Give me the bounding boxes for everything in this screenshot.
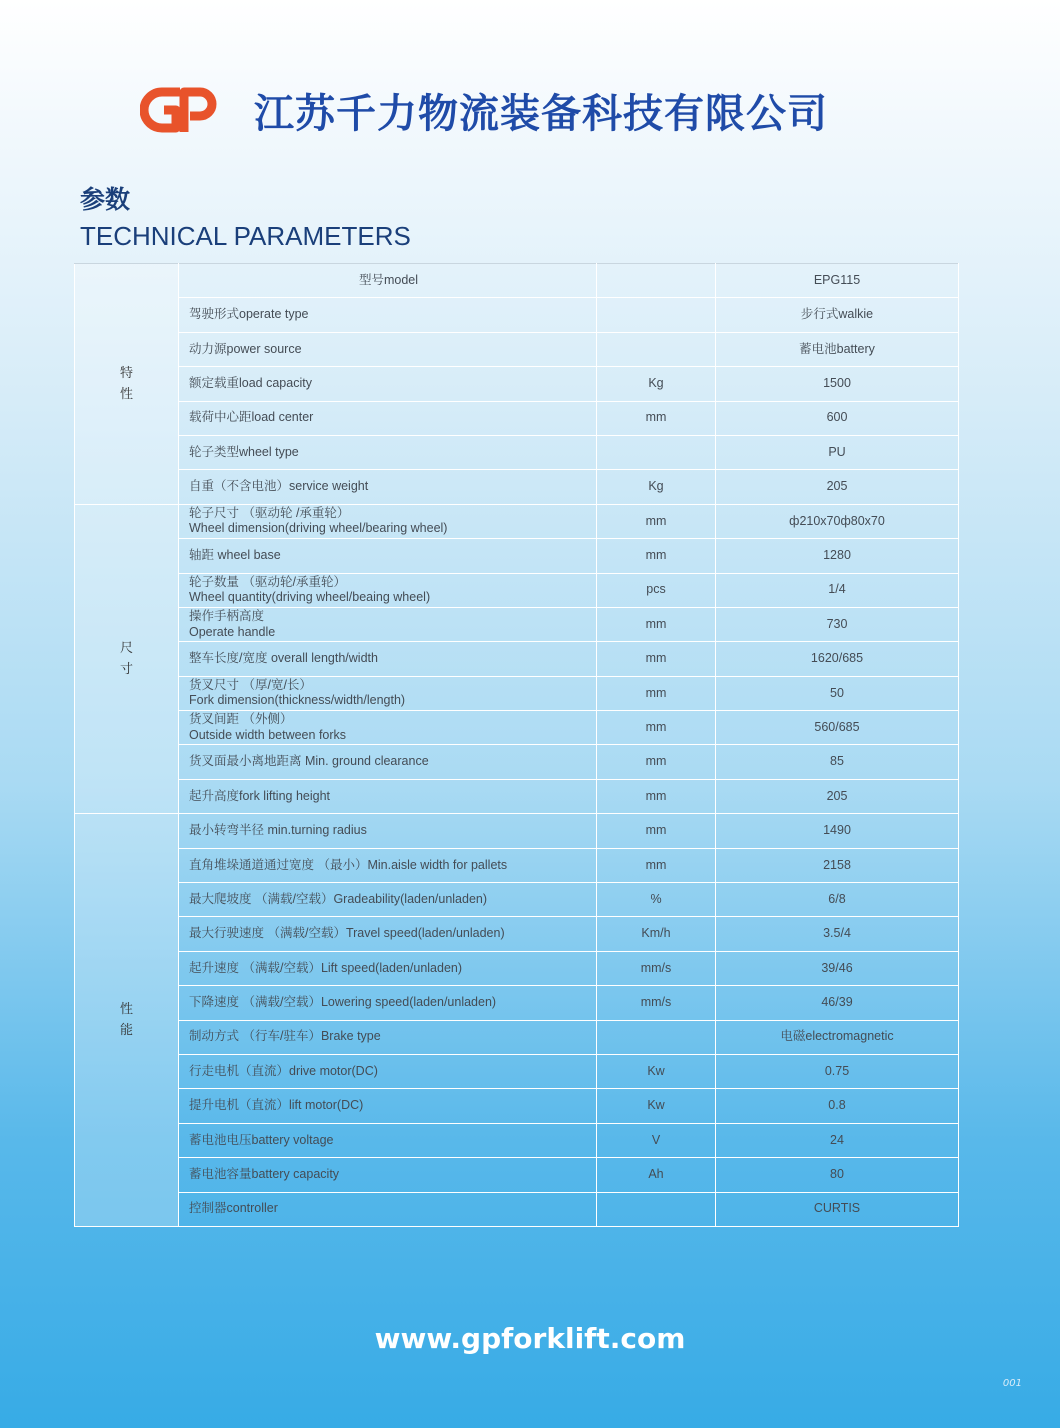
table-row xyxy=(75,883,959,917)
cell-value: 46/39 xyxy=(716,986,959,1020)
table-row xyxy=(75,539,959,573)
cell-unit: Kg xyxy=(597,470,716,504)
spec-table xyxy=(74,263,959,1227)
cell-value: 1500 xyxy=(716,367,959,401)
spec-table-body xyxy=(75,264,959,1227)
cell-value: 蓄电池battery xyxy=(716,332,959,366)
cell-unit: % xyxy=(597,883,716,917)
cell-value: 电磁electromagnetic xyxy=(716,1020,959,1054)
cell-unit: mm/s xyxy=(597,986,716,1020)
table-row xyxy=(75,1192,959,1226)
cell-value: 600 xyxy=(716,401,959,435)
cell-unit: V xyxy=(597,1123,716,1157)
cell-value: PU xyxy=(716,435,959,469)
section-title-en: TECHNICAL PARAMETERS xyxy=(80,221,411,251)
table-row xyxy=(75,1020,959,1054)
cell-unit: mm/s xyxy=(597,951,716,985)
cell-unit xyxy=(597,332,716,366)
cell-unit: mm xyxy=(597,504,716,538)
category-cell: 特 性 xyxy=(75,264,179,505)
cell-unit: mm xyxy=(597,539,716,573)
table-row xyxy=(75,1123,959,1157)
table-row xyxy=(75,367,959,401)
table-header-row xyxy=(75,264,959,298)
company-logo-icon xyxy=(140,84,222,136)
table-row xyxy=(75,814,959,848)
cell-unit: Kg xyxy=(597,367,716,401)
cell-name: 最小转弯半径 min.turning radius xyxy=(179,814,597,848)
cell-name: 自重（不含电池）service weight xyxy=(179,470,597,504)
header-unit xyxy=(597,264,716,298)
cell-unit: mm xyxy=(597,607,716,641)
cell-name: 驾驶形式operate type xyxy=(179,298,597,332)
cell-unit: Km/h xyxy=(597,917,716,951)
cell-unit: Ah xyxy=(597,1158,716,1192)
cell-unit: mm xyxy=(597,642,716,676)
cell-value: ф210x70ф80x70 xyxy=(716,504,959,538)
cell-unit: mm xyxy=(597,711,716,745)
cell-name: 直角堆垛通道通过宽度 （最小）Min.aisle width for pallets xyxy=(179,848,597,882)
cell-value: 85 xyxy=(716,745,959,779)
cell-value: 1/4 xyxy=(716,573,959,607)
cell-unit: mm xyxy=(597,401,716,435)
category-cell: 尺 寸 xyxy=(75,504,179,814)
cell-unit: Kw xyxy=(597,1054,716,1088)
cell-value: 560/685 xyxy=(716,711,959,745)
table-row xyxy=(75,711,959,745)
cell-value: 205 xyxy=(716,470,959,504)
cell-name: 蓄电池容量battery capacity xyxy=(179,1158,597,1192)
cell-name: 货叉面最小离地距离 Min. ground clearance xyxy=(179,745,597,779)
section-title-cn: 参数 xyxy=(80,185,131,214)
table-row xyxy=(75,1054,959,1088)
company-name: 江苏千力物流装备科技有限公司 xyxy=(254,90,828,137)
cell-name: 动力源power source xyxy=(179,332,597,366)
cell-name: 整车长度/宽度 overall length/width xyxy=(179,642,597,676)
cell-value: 50 xyxy=(716,676,959,710)
cell-name: 载荷中心距load center xyxy=(179,401,597,435)
cell-value: 205 xyxy=(716,779,959,813)
cell-name: 制动方式 （行车/驻车）Brake type xyxy=(179,1020,597,1054)
table-row xyxy=(75,1158,959,1192)
category-cell: 性 能 xyxy=(75,814,179,1227)
table-row xyxy=(75,676,959,710)
table-row xyxy=(75,573,959,607)
cell-name: 最大行驶速度 （满载/空载）Travel speed(laden/unladen) xyxy=(179,917,597,951)
cell-value: 6/8 xyxy=(716,883,959,917)
cell-value: 3.5/4 xyxy=(716,917,959,951)
cell-value: 0.75 xyxy=(716,1054,959,1088)
cell-name: 额定载重load capacity xyxy=(179,367,597,401)
cell-name: 操作手柄高度 Operate handle xyxy=(179,607,597,641)
cell-value: 1280 xyxy=(716,539,959,573)
cell-name: 轴距 wheel base xyxy=(179,539,597,573)
cell-name: 下降速度 （满载/空载）Lowering speed(laden/unladen) xyxy=(179,986,597,1020)
cell-name: 货叉尺寸 （厚/宽/长） Fork dimension(thickness/width/length) xyxy=(179,676,597,710)
cell-value: 24 xyxy=(716,1123,959,1157)
cell-unit: mm xyxy=(597,848,716,882)
header xyxy=(140,80,900,140)
table-row xyxy=(75,470,959,504)
cell-name: 蓄电池电压battery voltage xyxy=(179,1123,597,1157)
cell-unit: mm xyxy=(597,676,716,710)
cell-value: 730 xyxy=(716,607,959,641)
cell-value: 2158 xyxy=(716,848,959,882)
header-value: EPG115 xyxy=(716,264,959,298)
cell-value: 1490 xyxy=(716,814,959,848)
table-row xyxy=(75,607,959,641)
cell-name: 最大爬坡度 （满载/空载）Gradeability(laden/unladen) xyxy=(179,883,597,917)
cell-value: 1620/685 xyxy=(716,642,959,676)
cell-value: 步行式walkie xyxy=(716,298,959,332)
table-row xyxy=(75,986,959,1020)
cell-name: 起升高度fork lifting height xyxy=(179,779,597,813)
cell-unit: Kw xyxy=(597,1089,716,1123)
cell-name: 控制器controller xyxy=(179,1192,597,1226)
table-row xyxy=(75,1089,959,1123)
cell-value: CURTIS xyxy=(716,1192,959,1226)
table-row xyxy=(75,745,959,779)
cell-unit: mm xyxy=(597,814,716,848)
cell-name: 货叉间距 （外侧） Outside width between forks xyxy=(179,711,597,745)
table-row xyxy=(75,917,959,951)
cell-unit: mm xyxy=(597,779,716,813)
table-row xyxy=(75,779,959,813)
cell-name: 提升电机（直流）lift motor(DC) xyxy=(179,1089,597,1123)
cell-value: 39/46 xyxy=(716,951,959,985)
table-row xyxy=(75,951,959,985)
cell-name: 轮子类型wheel type xyxy=(179,435,597,469)
table-row xyxy=(75,298,959,332)
table-row xyxy=(75,642,959,676)
table-row xyxy=(75,332,959,366)
cell-unit: pcs xyxy=(597,573,716,607)
table-row xyxy=(75,848,959,882)
page-number: 001 xyxy=(1002,1378,1022,1389)
header-name: 型号model xyxy=(179,264,597,298)
cell-value: 0.8 xyxy=(716,1089,959,1123)
cell-name: 行走电机（直流）drive motor(DC) xyxy=(179,1054,597,1088)
cell-unit xyxy=(597,298,716,332)
cell-name: 轮子尺寸 （驱动轮 /承重轮） Wheel dimension(driving wheel/bearing wheel) xyxy=(179,504,597,538)
cell-name: 起升速度 （满载/空载）Lift speed(laden/unladen) xyxy=(179,951,597,985)
cell-name: 轮子数量 （驱动轮/承重轮） Wheel quantity(driving wheel/beaing wheel) xyxy=(179,573,597,607)
cell-unit xyxy=(597,1020,716,1054)
table-row xyxy=(75,401,959,435)
website-url: www.gpforklift.com xyxy=(374,1322,686,1355)
cell-unit: mm xyxy=(597,745,716,779)
table-row xyxy=(75,504,959,538)
cell-unit xyxy=(597,435,716,469)
cell-unit xyxy=(597,1192,716,1226)
cell-value: 80 xyxy=(716,1158,959,1192)
table-row xyxy=(75,435,959,469)
